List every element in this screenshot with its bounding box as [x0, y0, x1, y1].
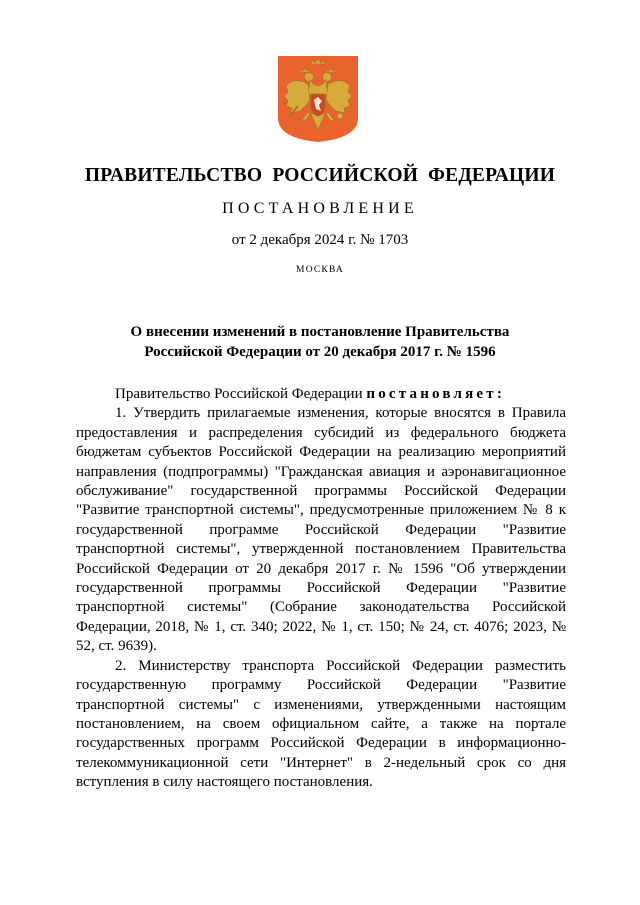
- document-subject: [100, 322, 540, 362]
- document-date-number: от 2 декабря 2024 г. № 1703: [231, 232, 409, 248]
- russian-coat-of-arms-icon: [278, 56, 358, 142]
- subject-line-1: О внесении изменений в постановление Правительства: [130, 324, 510, 340]
- document-type: ПОСТАНОВЛЕНИЕ: [222, 200, 418, 217]
- intro-text: Правительство Российской Федерации: [115, 386, 367, 402]
- body-intro: [76, 385, 566, 404]
- paragraph-1: 1. Утвердить прилагаемые изменения, которые вносятся в Правила предоставления и распределения субсидий из федерального бюджета бюджетам субъектов Российской Федерации на реализацию мероприятий направления (подпрограммы) "Гражданская авиация и аэронавигационное обслуживание" государственной программы Российской Федерации "Развитие транспортной системы", предусмотренные приложением № 8 к государственной программе Российской Федерации "Развитие транспортной системы", утвержденной постановлением Правительства Российской Федерации от 20 декабря 2017 г. № 1596 "Об утверждении государственной программы Российской Федерации "Развитие транспортной системы" (Собрание законодательства Российской Федерации, 2018, № 1, ст. 340; 2022, № 1, ст. 150; № 24, ст. 4076; 2023, № 52, ст. 9639).: [76, 405, 566, 655]
- subject-line-2: Российской Федерации от 20 декабря 2017 г. № 1596: [144, 344, 496, 360]
- paragraph-2: 2. Министерству транспорта Российской Федерации разместить государственную программу Российской Федерации "Развитие транспортной системы" с изменениями, утвержденными настоящим постановлением, на своем официальном сайте, а также на портале государственных программ Российской Федерации в информационно-телекоммуникационной сети "Интернет" в 2-недельный срок со дня вступления в силу настоящего постановления.: [76, 657, 566, 791]
- government-title: ПРАВИТЕЛЬСТВО РОССИЙСКОЙ ФЕДЕРАЦИИ: [84, 165, 556, 186]
- document-city: МОСКВА: [296, 265, 344, 275]
- intro-verb: постановляет:: [366, 386, 506, 402]
- document-body: [76, 385, 566, 793]
